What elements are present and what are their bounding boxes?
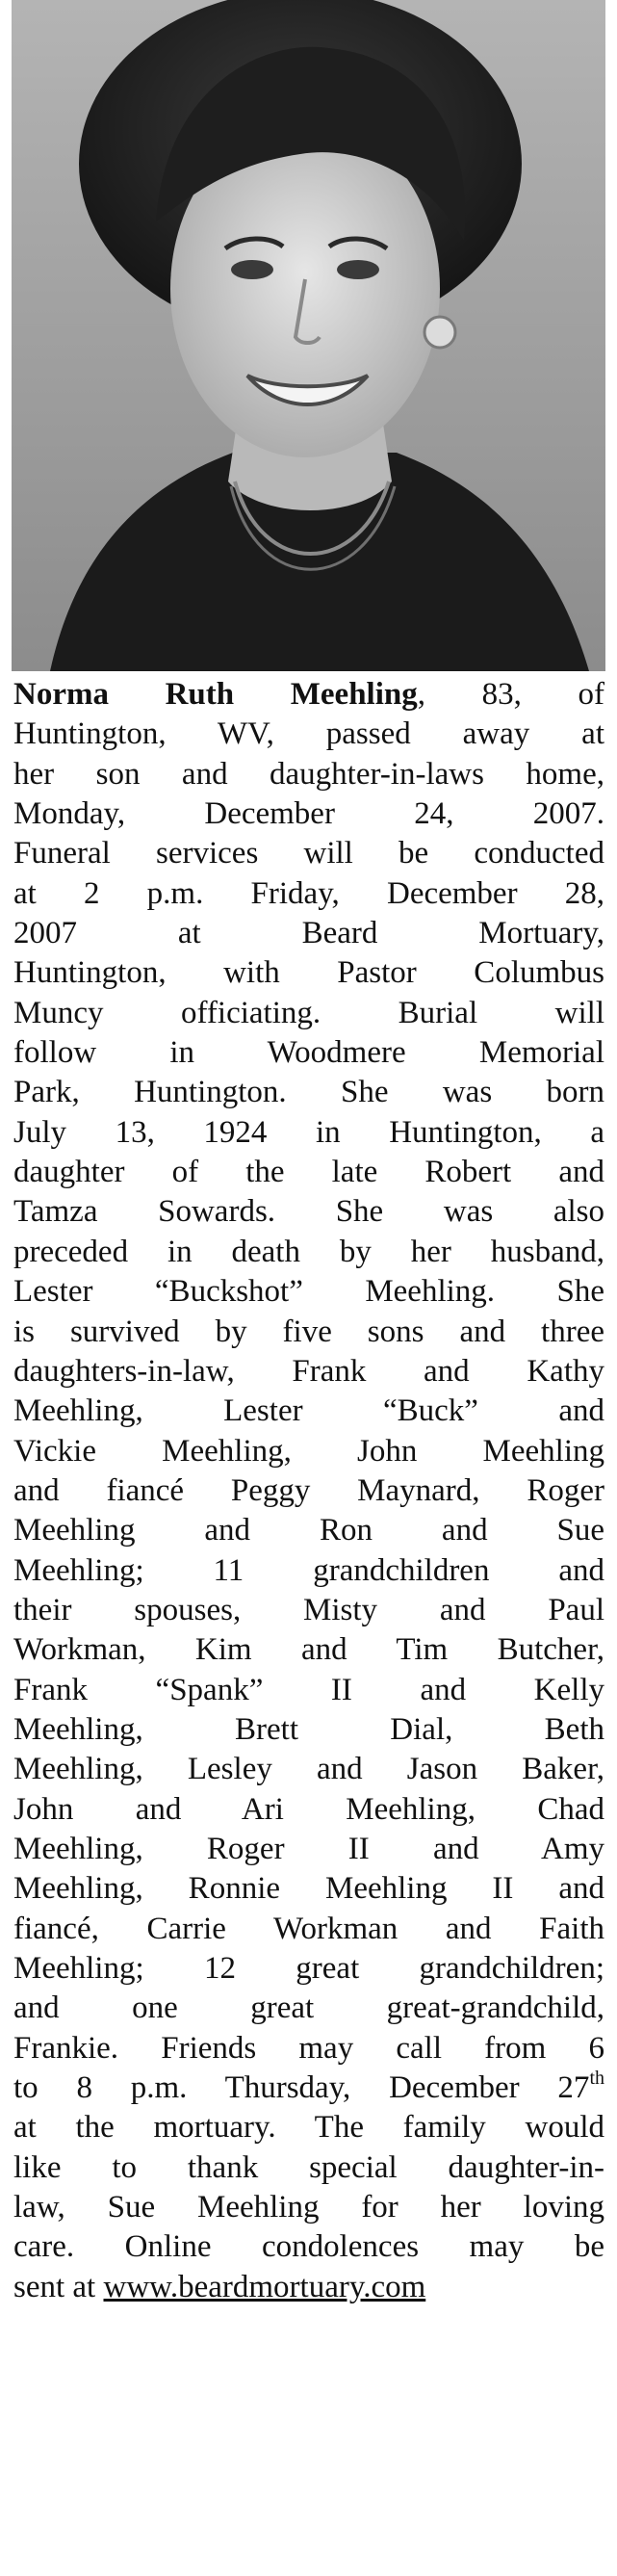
- obituary-line: and one great great-grandchild,: [13, 1991, 604, 2026]
- deceased-name: Norma Ruth Meehling: [13, 677, 418, 712]
- obituary-line: Meehling, Ronnie Meehling II and: [13, 1871, 604, 1907]
- obituary-line: sent at www.beardmortuary.com: [13, 2269, 426, 2304]
- obituary-line: Monday, December 24, 2007.: [13, 796, 604, 832]
- obituary-line: care. Online condolences may be: [13, 2229, 604, 2265]
- obituary-line: Frank “Spank” II and Kelly: [13, 1672, 604, 1707]
- obituary-line: 2007 at Beard Mortuary,: [13, 916, 604, 951]
- obituary-line: Meehling, Brett Dial, Beth: [13, 1711, 604, 1747]
- obituary-line: Park, Huntington. She was born: [13, 1075, 604, 1110]
- obituary-line: Muncy officiating. Burial will: [13, 995, 604, 1030]
- obituary-line: follow in Woodmere Memorial: [13, 1035, 604, 1071]
- obituary-line: Meehling, Lester “Buck” and: [13, 1393, 604, 1429]
- obituary-line: and fiancé Peggy Maynard, Roger: [13, 1472, 604, 1508]
- obituary-line: Frankie. Friends may call from 6: [13, 2030, 604, 2066]
- obituary-line: July 13, 1924 in Huntington, a: [13, 1114, 604, 1150]
- obituary-line: Workman, Kim and Tim Butcher,: [13, 1632, 604, 1668]
- obituary-line: their spouses, Misty and Paul: [13, 1592, 604, 1627]
- obituary-line: Meehling and Ron and Sue: [13, 1513, 604, 1548]
- obituary-line: daughter of the late Robert and: [13, 1155, 604, 1190]
- obituary-line: Vickie Meehling, John Meehling: [13, 1433, 604, 1469]
- obituary-line: Norma Ruth Meehling, 83, of: [13, 677, 604, 712]
- obituary-line: is survived by five sons and three: [13, 1314, 604, 1349]
- obituary-line: fiancé, Carrie Workman and Faith: [13, 1911, 604, 1946]
- obituary-line: her son and daughter-in-laws home,: [13, 756, 604, 792]
- obituary-line: Meehling; 12 great grandchildren;: [13, 1951, 604, 1986]
- obituary-line: at the mortuary. The family would: [13, 2110, 604, 2146]
- obituary-line: Huntington, WV, passed away at: [13, 716, 604, 752]
- obituary-line: to 8 p.m. Thursday, December 27th: [13, 2068, 604, 2106]
- obituary-line: Meehling, Lesley and Jason Baker,: [13, 1752, 604, 1787]
- obituary-line: preceded in death by her husband,: [13, 1234, 604, 1269]
- obituary-line: Huntington, with Pastor Columbus: [13, 955, 604, 991]
- obituary-line: John and Ari Meehling, Chad: [13, 1791, 604, 1827]
- obituary-text: [13, 675, 604, 2307]
- obituary-line: Meehling, Roger II and Amy: [13, 1831, 604, 1866]
- portrait-photo: [12, 0, 605, 671]
- portrait-image: [12, 0, 605, 671]
- website-link[interactable]: www.beardmortuary.com: [103, 2269, 426, 2304]
- obituary-line: Tamza Sowards. She was also: [13, 1194, 604, 1230]
- obituary-line: Funeral services will be conducted: [13, 836, 604, 872]
- obituary-line: Meehling; 11 grandchildren and: [13, 1552, 604, 1588]
- obituary-line: Lester “Buckshot” Meehling. She: [13, 1274, 604, 1310]
- obituary-line: law, Sue Meehling for her loving: [13, 2190, 604, 2225]
- obituary-line: at 2 p.m. Friday, December 28,: [13, 875, 604, 911]
- ordinal-suffix: th: [589, 2068, 604, 2090]
- obituary-line: like to thank special daughter-in-: [13, 2149, 604, 2185]
- obituary-line: daughters-in-law, Frank and Kathy: [13, 1353, 604, 1389]
